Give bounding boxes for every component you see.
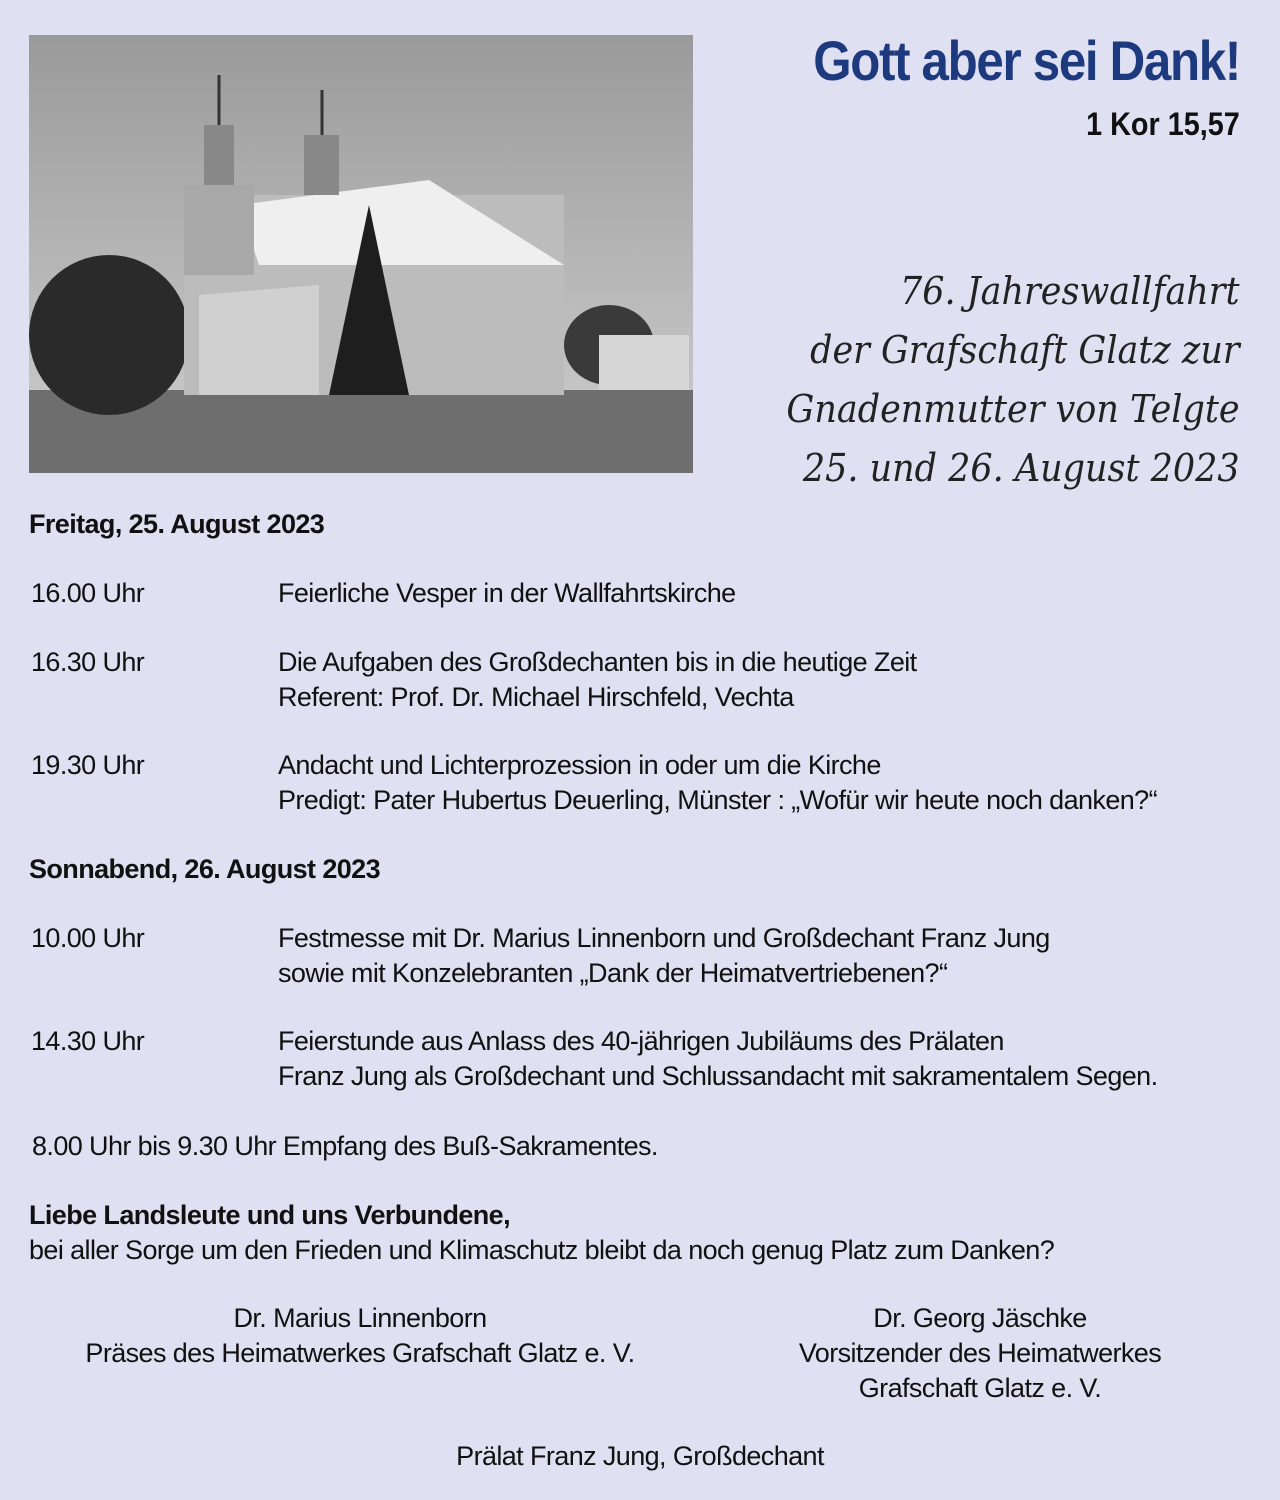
schedule-desc: Festmesse mit Dr. Marius Linnenborn und Großdechant Franz Jung: [278, 923, 1050, 953]
schedule-time: 14.30 Uhr: [31, 1026, 145, 1056]
schedule-desc: Andacht und Lichterprozession in oder um die Kirche: [278, 750, 881, 780]
event-line: 76. Jahreswallfahrt: [900, 269, 1240, 313]
signature-role: Vorsitzender des Heimatwerkes: [798, 1338, 1162, 1368]
bible-reference: 1 Kor 15,57: [1086, 106, 1240, 142]
event-line: der Grafschaft Glatz zur: [810, 328, 1240, 372]
day-heading: Freitag, 25. August 2023: [29, 509, 325, 539]
page-title: Gott aber sei Dank!: [813, 29, 1240, 92]
schedule-desc: sowie mit Konzelebranten „Dank der Heimatvertriebenen?“: [278, 958, 948, 988]
schedule-desc: Franz Jung als Großdechant und Schlussandacht mit sakramentalem Segen.: [278, 1061, 1158, 1091]
event-title: [787, 262, 1240, 498]
signature-left: [40, 1301, 680, 1371]
schedule-desc: Die Aufgaben des Großdechanten bis in die heutige Zeit: [278, 647, 917, 677]
schedule-desc: Predigt: Pater Hubertus Deuerling, Münster : „Wofür wir heute noch danken?“: [278, 785, 1157, 815]
schedule-desc: Referent: Prof. Dr. Michael Hirschfeld, Vechta: [278, 682, 794, 712]
schedule-time: 16.00 Uhr: [31, 578, 145, 608]
schedule-desc: Feierstunde aus Anlass des 40-jährigen Jubiläums des Prälaten: [278, 1026, 1004, 1056]
church-photo: [29, 35, 693, 473]
schedule-desc: Feierliche Vesper in der Wallfahrtskirche: [278, 578, 736, 608]
signature-role: Grafschaft Glatz e. V.: [858, 1373, 1102, 1403]
signature-bottom: Prälat Franz Jung, Großdechant: [456, 1441, 824, 1471]
signature-right: [700, 1301, 1260, 1406]
event-line: 25. und 26. August 2023: [803, 446, 1240, 490]
day-heading: Sonnabend, 26. August 2023: [29, 854, 380, 884]
schedule-time: 10.00 Uhr: [31, 923, 145, 953]
signature-name: Dr. Georg Jäschke: [873, 1303, 1087, 1333]
event-line: Gnadenmutter von Telgte: [786, 387, 1240, 431]
greeting-heading: Liebe Landsleute und uns Verbundene,: [29, 1200, 510, 1230]
signature-name: Dr. Marius Linnenborn: [233, 1303, 487, 1333]
confession-note: 8.00 Uhr bis 9.30 Uhr Empfang des Buß-Sakramentes.: [32, 1131, 658, 1161]
schedule-time: 16.30 Uhr: [31, 647, 145, 677]
greeting-text: bei aller Sorge um den Frieden und Klimaschutz bleibt da noch genug Platz zum Danken?: [29, 1235, 1055, 1265]
schedule-time: 19.30 Uhr: [31, 750, 145, 780]
signature-role: Präses des Heimatwerkes Grafschaft Glatz e. V.: [85, 1338, 635, 1368]
